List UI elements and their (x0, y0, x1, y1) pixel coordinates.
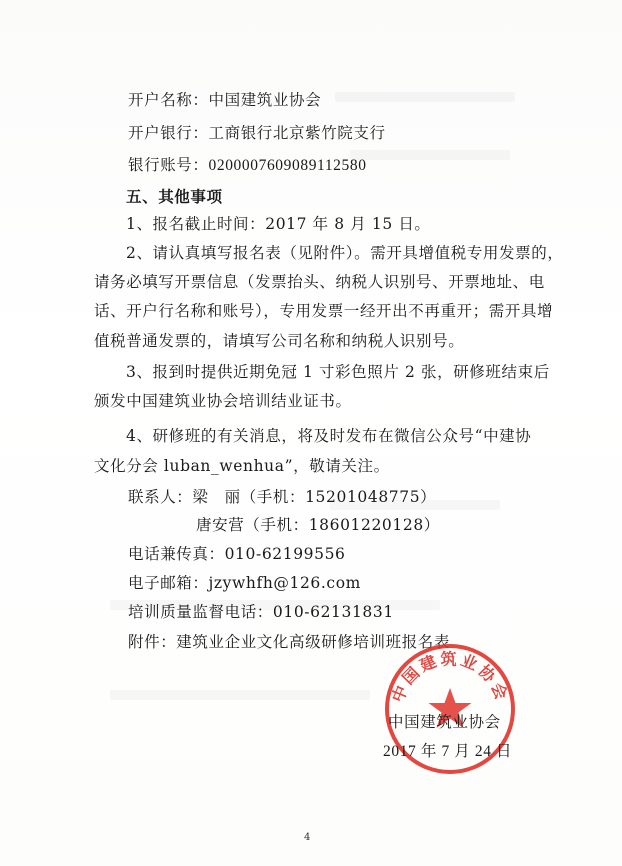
attachment: 附件：建筑业企业文化高级研修培训班报名表 (128, 633, 451, 651)
item-2-line-2: 请务必填写开票信息（发票抬头、纳税人识别号、开票地址、电 (94, 273, 545, 291)
email: 电子邮箱：jzywhfh@126.com (128, 574, 361, 592)
bleed-through (335, 92, 515, 102)
contact-person-1: 联系人：梁 丽（手机：15201048775） (128, 488, 437, 506)
page-number: 4 (304, 832, 311, 843)
tel-fax: 电话兼传真：010-62199556 (128, 545, 346, 563)
item-3-line-1: 3、报到时提供近期免冠 1 寸彩色照片 2 张，研修班结束后 (126, 363, 550, 381)
item-3-line-2: 颁发中国建筑业协会培训结业证书。 (94, 392, 352, 410)
seal-text: 中国建筑业协会 (387, 649, 513, 705)
item-1: 1、报名截止时间：2017 年 8 月 15 日。 (126, 215, 431, 233)
supervision-phone: 培训质量监督电话：010-62131831 (128, 603, 394, 621)
account-number: 银行账号：0200007609089112580 (128, 157, 367, 174)
signature-org: 中国建筑业协会 (388, 713, 501, 731)
item-2-line-1: 2、请认真填写报名表（见附件）。需开具增值税专用发票的， (126, 244, 564, 262)
account-name: 开户名称：中国建筑业协会 (128, 91, 322, 109)
bank-name: 开户银行：工商银行北京紫竹院支行 (128, 124, 386, 142)
bleed-through (110, 690, 370, 700)
section-heading: 五、其他事项 (126, 187, 223, 206)
item-2-line-3: 话、开户行名称和账号），专用发票一经开出不再重开；需开具增 (94, 302, 554, 320)
signature-date: 2017 年 7 月 24 日 (383, 743, 513, 760)
item-2-line-4: 值税普通发票的，请填写公司名称和纳税人识别号。 (94, 332, 465, 350)
bleed-through (350, 150, 510, 160)
contact-person-2: 唐安营（手机：18601220128） (196, 516, 440, 534)
item-4-line-2: 文化分会 luban_wenhua”，敬请关注。 (94, 457, 390, 475)
item-4-line-1: 4、研修班的有关消息，将及时发布在微信公众号“中建协 (126, 427, 532, 445)
